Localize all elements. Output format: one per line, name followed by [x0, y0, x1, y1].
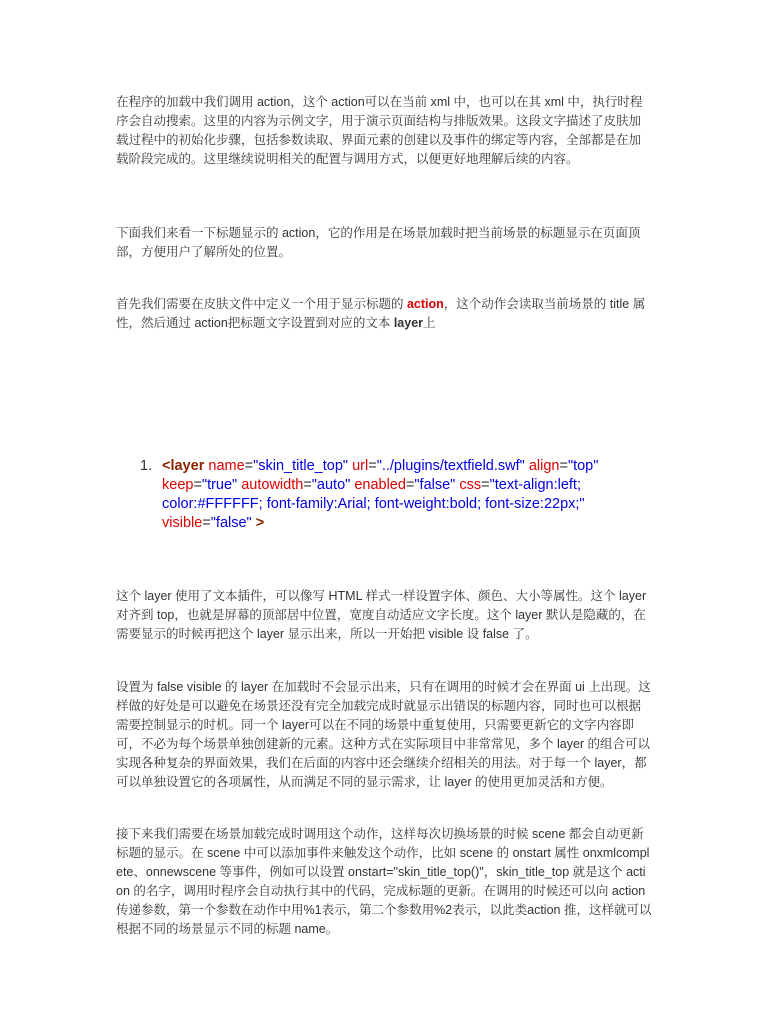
paragraph-define-action: [116, 295, 652, 333]
p3-text-a: 首先我们需要在皮肤文件中定义一个用于显示标题的: [116, 297, 407, 311]
code-tag-close: >: [255, 515, 265, 531]
p3-text-c: 上: [423, 316, 436, 330]
code-line-number: 1.: [140, 458, 153, 474]
paragraph-scene-events: 接下来我们需要在场景加载完成时调用这个动作，这样每次切换场景的时候 scene 都会自动更新标题的显示。在 scene 中可以添加事件来触发这个动作，比如 scene 的 onstart 属性 onxmlcomplete、onnewscene 等事件，例如可以设置 onstart="skin_title_top()"，skin_title_top 就是这个 action 的名字，调用时程序会自动执行其中的代码，完成标题的更新。在调用的时候还可以向 action 传递参数，第一个参数在动作中用%1表示，第二个参数用%2表示，以此类action 推，这样就可以根据不同的场景显示不同的标题 name。: [116, 827, 652, 936]
code-attr-name: name: [208, 458, 245, 474]
paragraph-visible-explanation: 设置为 false visible 的 layer 在加载时不会显示出来，只有在调用的时候才会在界面 ui 上出现。这样做的好处是可以避免在场景还没有完全加载完成时就显示出错误的标题内容，同时也可以根据需要控制显示的时机。同一个 layer可以在不同的场景中重复使用，只需要更新它的文字内容即可，不必为每个场景单独创建新的元素。这种方式在实际项目中非常常见，多个 layer 的组合可以实现各种复杂的界面效果，我们在后面的内容中还会继续介绍相关的用法。对于每一个 layer，都可以单独设置它的各项属性，从而满足不同的显示需求，让 layer 的使用更加灵活和方便。: [116, 680, 651, 789]
code-attr-enabled: enabled: [354, 477, 406, 493]
code-equals: =: [405, 477, 415, 493]
code-equals: =: [368, 458, 377, 474]
code-listing: [136, 457, 616, 533]
code-attr-visible: visible: [162, 515, 203, 531]
keyword-action: action: [406, 297, 444, 311]
code-equals: =: [481, 477, 490, 493]
paragraph-intro: 在程序的加载中我们调用 action，这个 action可以在当前 xml 中，也可以在其 xml 中，执行时程序会自动搜索。这里的内容为示例文字，用于演示页面结构与排版效果。这段文字描述了皮肤加载过程中的初始化步骤，包括参数读取、界面元素的创建以及事件的绑定等内容，全部都是在加载阶段完成的。这里继续说明相关的配置与调用方式，以便更好地理解后续的内容。: [116, 95, 643, 166]
code-attr-value: "auto": [311, 477, 351, 493]
code-equals: =: [559, 458, 568, 474]
code-attr-align: align: [528, 458, 560, 474]
code-attr-value: "text-align:left; color:#FFFFFF; font-family:Arial; font-weight:bold; font-size:22px;": [162, 477, 585, 512]
keyword-layer: layer: [393, 316, 424, 330]
code-attr-keep: keep: [162, 477, 194, 493]
code-tag-open: <layer: [162, 458, 205, 474]
code-attr-css: css: [459, 477, 482, 493]
code-equals: =: [303, 477, 312, 493]
code-equals: =: [193, 477, 202, 493]
code-attr-autowidth: autowidth: [241, 477, 304, 493]
p3-text-b: ，这个动作会读取当前场景的 title 属性，然后通过 action把标题文字设置到对应的文本: [116, 297, 646, 330]
code-attr-value: "skin_title_top": [253, 458, 349, 474]
code-equals: =: [202, 515, 211, 531]
paragraph-title-action: 下面我们来看一下标题显示的 action，它的作用是在场景加载时把当前场景的标题显示在页面顶部，方便用户了解所处的位置。: [116, 226, 641, 259]
code-attr-value: "false": [210, 515, 252, 531]
code-attr-url: url: [352, 458, 369, 474]
code-attr-value: "top": [567, 458, 599, 474]
code-equals: =: [244, 458, 254, 474]
code-attr-value: "../plugins/textfield.swf": [376, 458, 525, 474]
code-line: [136, 457, 616, 533]
code-attr-value: "false": [414, 477, 456, 493]
code-attr-value: "true": [201, 477, 238, 493]
paragraph-layer-description: 这个 layer 使用了文本插件，可以像写 HTML 样式一样设置字体、颜色、大小等属性。这个 layer 对齐到 top，也就是屏幕的顶部居中位置，宽度自动适应文字长度。这个 layer 默认是隐藏的，在需要显示的时候再把这个 layer 显示出来，所以一开始把 visible 设 false 了。: [116, 589, 647, 641]
